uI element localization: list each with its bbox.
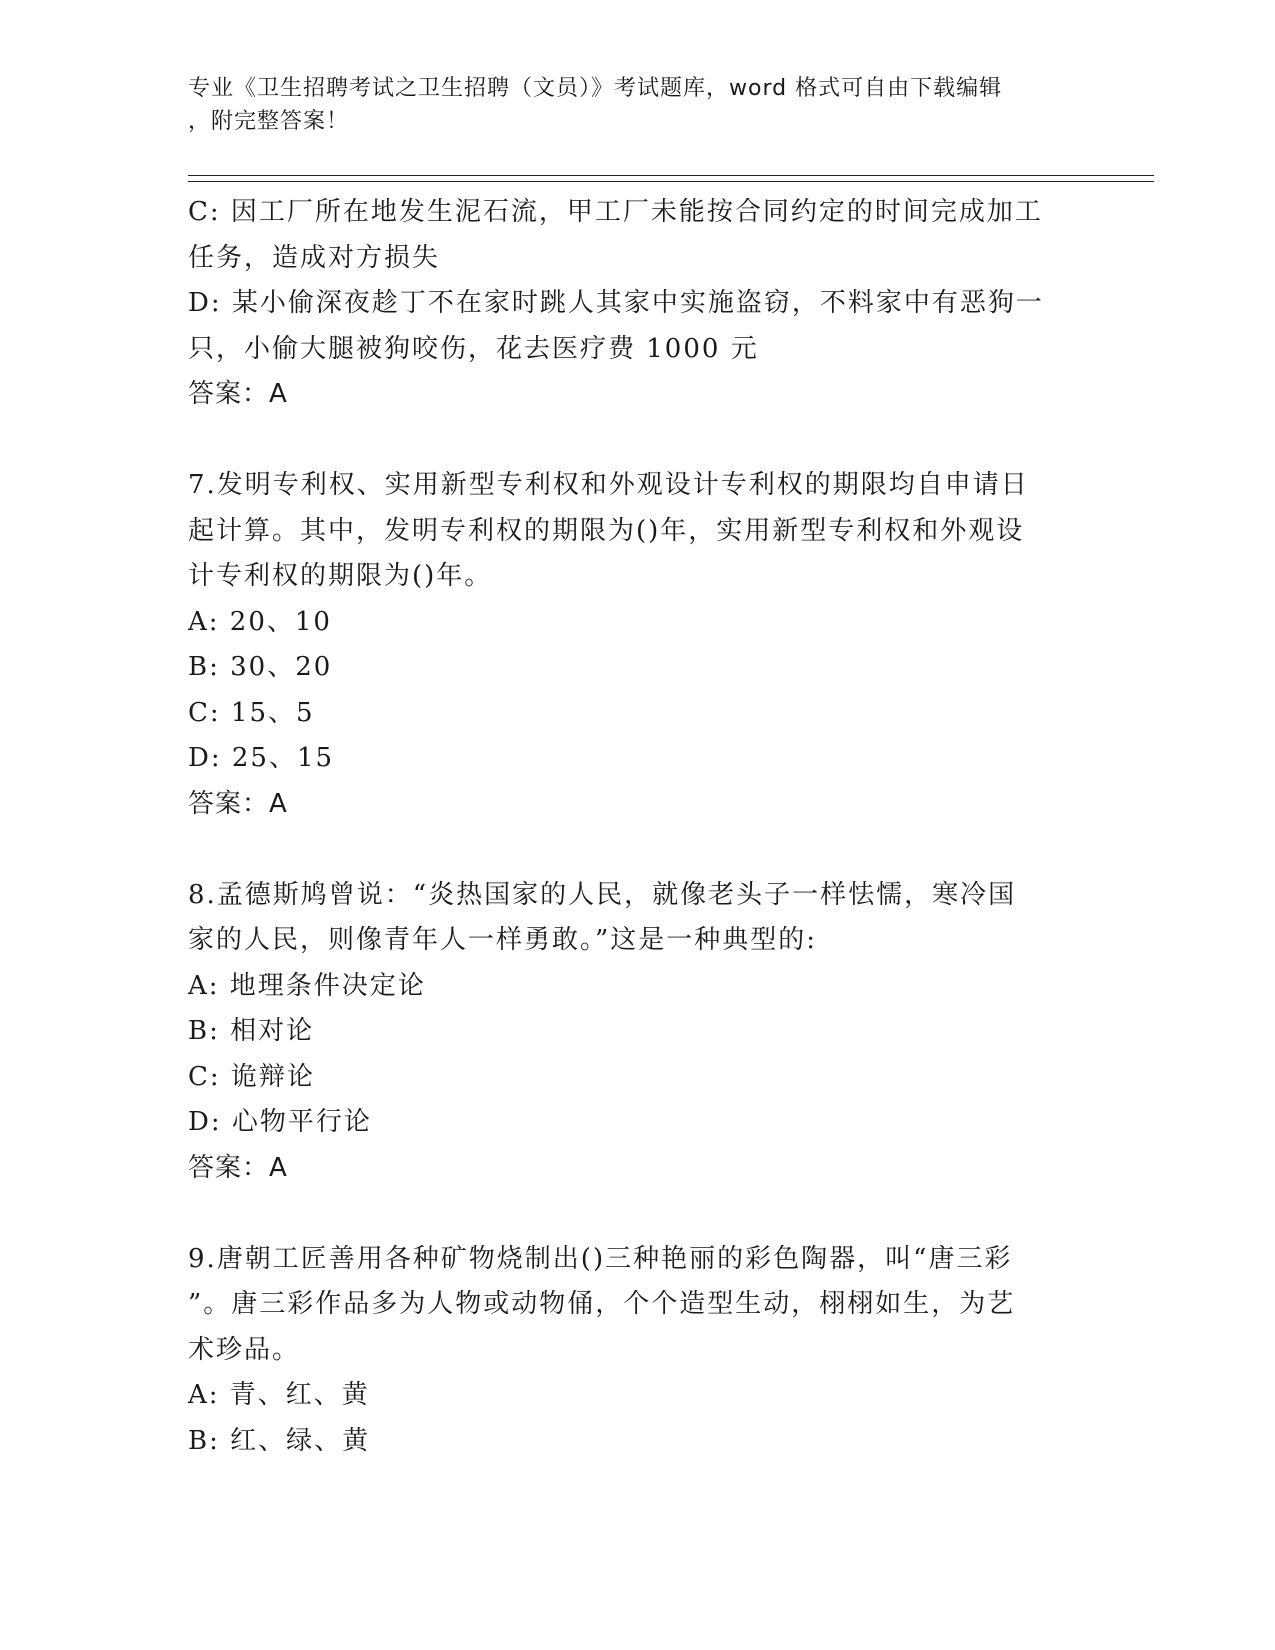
- question-8: [188, 873, 1088, 1192]
- q9-stem-line-2: ”。唐三彩作品多为人物或动物俑，个个造型生动，栩栩如生，为艺: [188, 1289, 1016, 1319]
- q7-option-a: A: 20、10: [188, 606, 332, 637]
- question-9: [188, 1237, 1088, 1465]
- question-6: [188, 190, 1088, 418]
- q8-stem-line-1: 8.孟德斯鸠曾说：“炎热国家的人民，就像老头子一样怯懦，寒冷国: [188, 879, 1017, 910]
- q6-option-d-line-2: 只，小偷大腿被狗咬伤，花去医疗费 1000 元: [188, 333, 759, 364]
- q8-option-c: C: 诡辩论: [188, 1061, 315, 1092]
- q6-option-d-line-1: D: 某小偷深夜趁丁不在家时跳人其家中实施盗窃，不料家中有恶狗一: [188, 288, 1044, 318]
- question-7: [188, 463, 1088, 827]
- header-line-2: ，附完整答案！: [188, 109, 350, 134]
- header-line-1: 专业《卫生招聘考试之卫生招聘（文员）》考试题库，word 格式可自由下载编辑: [188, 76, 1003, 101]
- spacer: [188, 1191, 1088, 1237]
- q8-stem-line-2: 家的人民，则像青年人一样勇敢。”这是一种典型的:: [188, 925, 818, 955]
- q7-answer: 答案：A: [188, 788, 288, 819]
- spacer: [188, 418, 1088, 464]
- header-divider-top: [188, 175, 1154, 176]
- q6-option-c-line-2: 任务，造成对方损失: [188, 242, 441, 273]
- q7-option-b: B: 30、20: [188, 652, 333, 682]
- q8-answer: 答案：A: [188, 1152, 288, 1183]
- q8-option-d: D: 心物平行论: [188, 1107, 372, 1137]
- q9-stem-line-1: 9.唐朝工匠善用各种矿物烧制出()三种艳丽的彩色陶器，叫“唐三彩: [188, 1243, 1013, 1274]
- q8-option-a: A: 地理条件决定论: [188, 970, 426, 1001]
- spacer: [188, 827, 1088, 873]
- q9-stem-line-3: 术珍品。: [188, 1334, 301, 1365]
- q7-option-c: C: 15、5: [188, 697, 315, 728]
- q7-stem-line-2: 起计算。其中，发明专利权的期限为()年，实用新型专利权和外观设: [188, 515, 1025, 546]
- q7-stem-line-1: 7.发明专利权、实用新型专利权和外观设计专利权的期限均自申请日: [188, 470, 1029, 500]
- q9-option-a: A: 青、红、黄: [188, 1380, 370, 1410]
- q7-option-d: D: 25、15: [188, 743, 335, 773]
- q7-stem-line-3: 计专利权的期限为()年。: [188, 561, 493, 591]
- q6-answer: 答案：A: [188, 379, 288, 409]
- document-header: [188, 72, 1088, 138]
- q8-option-b: B: 相对论: [188, 1016, 315, 1046]
- question-list: [188, 190, 1088, 1464]
- header-divider-bottom: [188, 181, 1154, 182]
- q9-option-b: B: 红、绿、黄: [188, 1425, 371, 1456]
- q6-option-c-line-1: C: 因工厂所在地发生泥石流，甲工厂未能按合同约定的时间完成加工: [188, 197, 1043, 227]
